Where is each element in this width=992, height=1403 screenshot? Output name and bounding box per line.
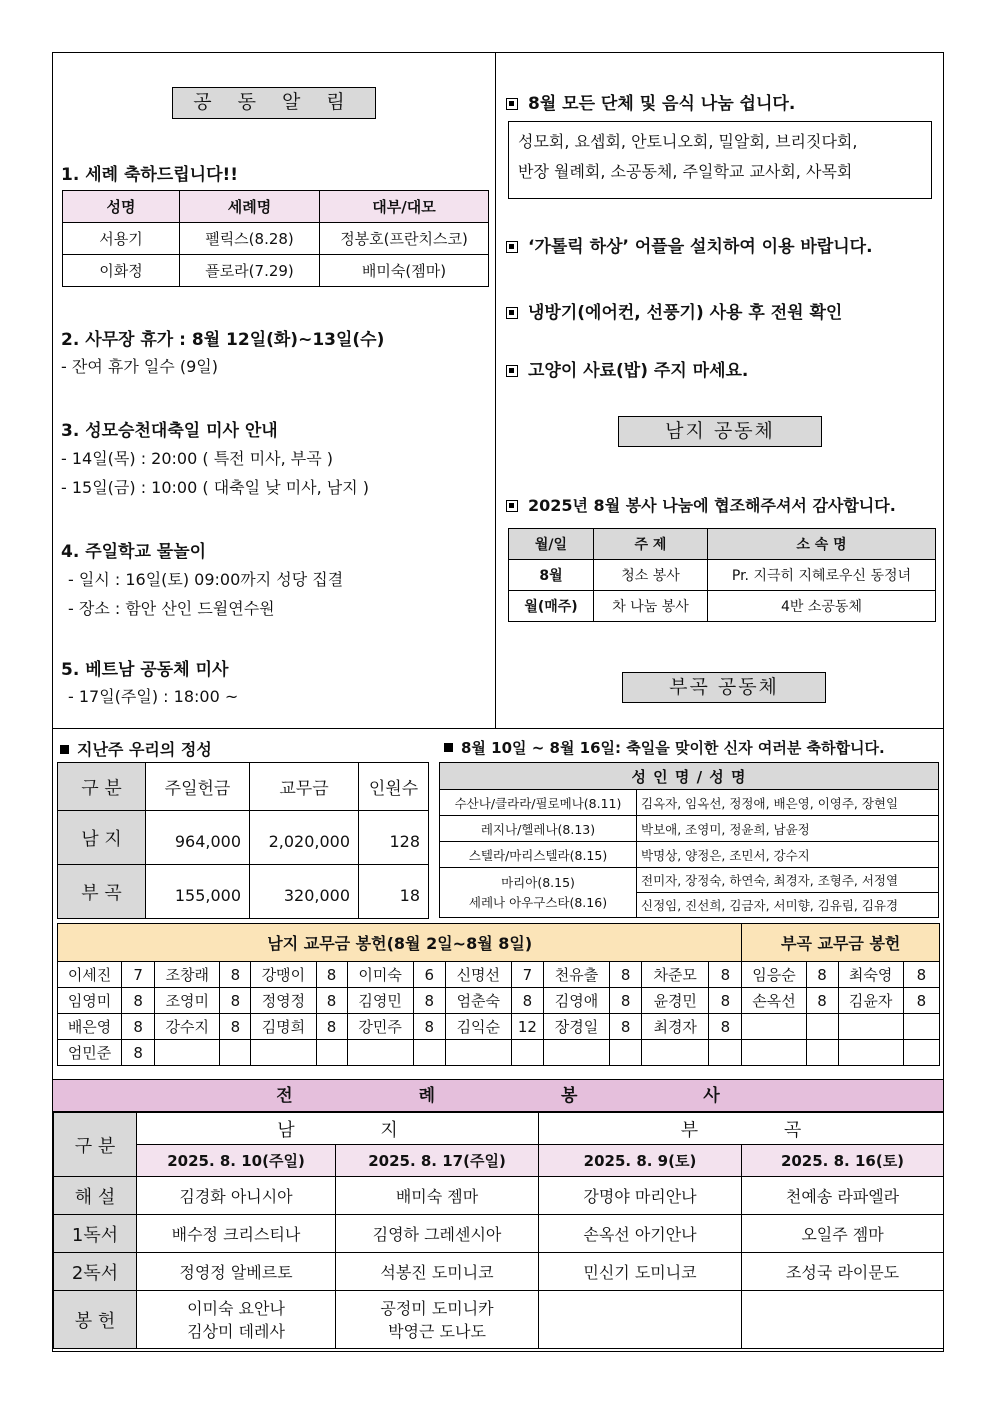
office-vacation-line: - 잔여 휴가 일수 (9일) (61, 357, 218, 376)
dues-name: 최숙영 (838, 962, 903, 988)
offer-name: 이미숙 요안나 (187, 1298, 285, 1318)
service-cell: 8월 (509, 560, 594, 591)
dues-amount: 8 (220, 1014, 251, 1040)
dues-amount (511, 1040, 543, 1066)
groups-box (508, 121, 932, 199)
offering-region: 남 지 (58, 811, 146, 865)
offering-heading (60, 737, 212, 760)
dues-amount: 8 (903, 988, 939, 1014)
water-play-heading: 4. 주일학교 물놀이 (61, 542, 207, 562)
baptism-header: 세례명 (180, 191, 320, 223)
feast-table (439, 762, 939, 918)
feast-names: 전미자, 장정숙, 하연숙, 최경자, 조형주, 서정열 (637, 868, 939, 893)
offering-cell: 155,000 (146, 865, 250, 919)
baptism-header: 성명 (63, 191, 180, 223)
offering-cell: 128 (359, 811, 429, 865)
square-bullet-icon (506, 365, 518, 377)
dues-amount (316, 1040, 347, 1066)
black-square-icon (60, 745, 69, 754)
black-square-icon (444, 743, 453, 752)
assumption-heading: 3. 성모승천대축일 미사 안내 (61, 421, 278, 441)
dues-name: 김익순 (445, 1014, 511, 1040)
dues-name: 차준모 (642, 962, 709, 988)
dues-name: 임영미 (58, 988, 122, 1014)
namji-community-title: 남지 공동체 (618, 416, 822, 447)
offering-header: 주일헌금 (146, 763, 250, 811)
liturgy-col-label: 구 분 (54, 1113, 137, 1177)
vietnam-mass-heading: 5. 베트남 공동체 미사 (61, 660, 229, 680)
liturgy-cell: 석봉진 도미니코 (336, 1253, 539, 1291)
dues-name: 임응순 (742, 962, 806, 988)
dues-name (742, 1014, 806, 1040)
dues-name (155, 1040, 220, 1066)
liturgy-namji: 남 지 (137, 1113, 539, 1145)
service-cell: 차 나눔 봉사 (594, 591, 708, 622)
liturgy-cell: 배수정 크리스티나 (137, 1215, 336, 1253)
dues-row (58, 1014, 940, 1040)
thanks-text: 2025년 8월 봉사 나눔에 협조해주셔서 감사합니다. (528, 496, 896, 515)
dues-amount: 7 (511, 962, 543, 988)
service-header: 월/일 (509, 529, 594, 560)
dues-table (57, 923, 940, 1066)
groups-line: 성모회, 요셉회, 안토니오회, 밀알회, 브리짓다회, (518, 132, 858, 151)
dues-name (445, 1040, 511, 1066)
dues-name: 최경자 (642, 1014, 709, 1040)
dues-amount: 8 (413, 1014, 445, 1040)
liturgy-offer-cell (742, 1291, 944, 1349)
liturgy-cell: 손옥선 아기안나 (539, 1215, 742, 1253)
baptism-cell: 펠릭스(8.28) (180, 223, 320, 255)
dues-amount (709, 1040, 742, 1066)
dues-name: 신명선 (445, 962, 511, 988)
feast-saint: 스텔라/마리스텔라(8.15) (440, 842, 637, 868)
liturgy-cell: 민신기 도미니코 (539, 1253, 742, 1291)
notice-cat (506, 356, 748, 381)
baptism-cell: 이화정 (63, 255, 180, 287)
dues-name: 손옥선 (742, 988, 806, 1014)
feast-names: 김옥자, 임옥선, 정정애, 배은영, 이영주, 장현일 (637, 790, 939, 816)
liturgy-title: 전 례 봉 사 (53, 1080, 943, 1112)
service-cell: 청소 봉사 (594, 560, 708, 591)
feast-heading (444, 737, 885, 758)
assumption-line: - 15일(금) : 10:00 ( 대축일 낮 미사, 남지 ) (61, 478, 370, 497)
offering-cell: 320,000 (250, 865, 359, 919)
dues-amount: 7 (122, 962, 155, 988)
dues-name: 김명희 (251, 1014, 316, 1040)
column-divider (495, 52, 496, 729)
liturgy-cell: 배미숙 젬마 (336, 1177, 539, 1215)
dues-name: 이세진 (58, 962, 122, 988)
liturgy-date: 2025. 8. 10(주일) (137, 1145, 336, 1177)
notice-text: ‘가톨릭 하상’ 어플을 설치하여 이용 바랍니다. (528, 237, 873, 257)
service-cell: Pr. 지극히 지혜로우신 동정녀 (708, 560, 936, 591)
dues-amount: 8 (511, 988, 543, 1014)
dues-name: 정영정 (251, 988, 316, 1014)
vietnam-mass-line: - 17일(주일) : 18:00 ~ (68, 687, 239, 706)
dues-namji-title: 남지 교무금 봉헌(8월 2일~8월 8일) (58, 924, 742, 962)
liturgy-offer-cell (137, 1291, 336, 1349)
dues-row (58, 988, 940, 1014)
liturgy-cell: 조성국 라이문도 (742, 1253, 944, 1291)
service-cell: 4반 소공동체 (708, 591, 936, 622)
baptism-cell: 서용기 (63, 223, 180, 255)
dues-amount: 8 (316, 962, 347, 988)
offering-cell: 964,000 (146, 811, 250, 865)
baptism-cell: 정봉호(프란치스코) (320, 223, 489, 255)
dues-bugok-title: 부곡 교무금 봉헌 (742, 924, 940, 962)
dues-amount: 12 (511, 1014, 543, 1040)
feast-names: 신정임, 진선희, 김금자, 서미향, 김유림, 김유경 (637, 893, 939, 918)
service-header: 주 제 (594, 529, 708, 560)
dues-name: 장경일 (543, 1014, 609, 1040)
dues-name: 엄민준 (58, 1040, 122, 1066)
dues-amount (610, 1040, 642, 1066)
dues-amount: 8 (220, 962, 251, 988)
baptism-heading: 1. 세례 축하드립니다!! (61, 165, 239, 185)
dues-name: 강수지 (155, 1014, 220, 1040)
dues-amount: 8 (122, 988, 155, 1014)
offer-name: 김상미 데레사 (187, 1321, 285, 1341)
notice-no-meals (506, 89, 795, 114)
liturgy-offer-cell (336, 1291, 539, 1349)
offer-name: 공정미 도미니카 (380, 1298, 494, 1318)
dues-name: 김영민 (347, 988, 413, 1014)
service-table (508, 528, 936, 622)
offering-header: 인원수 (359, 763, 429, 811)
square-bullet-icon (506, 98, 518, 110)
offer-name: 박영근 도나도 (388, 1321, 486, 1341)
dues-amount: 8 (610, 988, 642, 1014)
groups-line: 반장 월례회, 소공동체, 주일학교 교사회, 사목회 (518, 162, 853, 181)
liturgy-role: 봉 헌 (54, 1291, 137, 1349)
dues-name: 강맹이 (251, 962, 316, 988)
liturgy-role: 2독서 (54, 1253, 137, 1291)
dues-amount: 8 (122, 1040, 155, 1066)
thanks-line (506, 493, 896, 516)
dues-amount: 8 (709, 1014, 742, 1040)
baptism-cell: 배미숙(젬마) (320, 255, 489, 287)
feast-saint-line: 세레나 아우구스타(8.16) (468, 894, 608, 910)
liturgy-cell: 강명야 마리안나 (539, 1177, 742, 1215)
feast-saint-line: 마리아(8.15) (501, 874, 575, 890)
liturgy-date: 2025. 8. 16(토) (742, 1145, 944, 1177)
baptism-table (62, 190, 489, 287)
liturgy-role: 해 설 (54, 1177, 137, 1215)
square-bullet-icon (506, 500, 518, 512)
notice-text: 고양이 사료(밥) 주지 마세요. (528, 361, 749, 381)
dues-amount (903, 1014, 939, 1040)
offering-cell: 2,020,000 (250, 811, 359, 865)
dues-name (838, 1014, 903, 1040)
water-play-line: - 일시 : 16일(토) 09:00까지 성당 집결 (68, 570, 344, 589)
dues-amount (806, 1040, 838, 1066)
offering-title: 지난주 우리의 정성 (77, 740, 212, 759)
dues-amount: 8 (610, 1014, 642, 1040)
dues-name: 배은영 (58, 1014, 122, 1040)
dues-amount (413, 1040, 445, 1066)
liturgy-cell: 김경화 아니시아 (137, 1177, 336, 1215)
dues-amount: 8 (709, 988, 742, 1014)
service-header: 소 속 명 (708, 529, 936, 560)
dues-name: 조영미 (155, 988, 220, 1014)
offering-region: 부 곡 (58, 865, 146, 919)
dues-name (742, 1040, 806, 1066)
liturgy-cell: 천예송 라파엘라 (742, 1177, 944, 1215)
dues-amount: 6 (413, 962, 445, 988)
dues-amount: 8 (610, 962, 642, 988)
dues-name: 강민주 (347, 1014, 413, 1040)
dues-name (838, 1040, 903, 1066)
dues-name: 엄춘숙 (445, 988, 511, 1014)
dues-amount: 8 (220, 988, 251, 1014)
dues-name: 김영애 (543, 988, 609, 1014)
dues-row (58, 962, 940, 988)
dues-amount: 8 (316, 988, 347, 1014)
assumption-line: - 14일(목) : 20:00 ( 특전 미사, 부곡 ) (61, 449, 334, 468)
dues-amount (903, 1040, 939, 1066)
feast-header: 성 인 명 / 성 명 (440, 763, 939, 790)
liturgy-cell: 정영정 알베르토 (137, 1253, 336, 1291)
divider-1 (52, 728, 944, 729)
offering-header: 구 분 (58, 763, 146, 811)
dues-name (347, 1040, 413, 1066)
liturgy-bugok: 부 곡 (539, 1113, 944, 1145)
common-notice-title: 공 동 알 림 (172, 87, 376, 119)
dues-amount: 8 (709, 962, 742, 988)
dues-amount: 8 (316, 1014, 347, 1040)
notice-text: 냉방기(에어컨, 선풍기) 사용 후 전원 확인 (528, 303, 843, 323)
dues-name (642, 1040, 709, 1066)
liturgy-offer-cell (539, 1291, 742, 1349)
baptism-cell: 플로라(7.29) (180, 255, 320, 287)
notice-aircon (506, 298, 842, 323)
office-vacation-heading: 2. 사무장 휴가 : 8월 12일(화)~13일(수) (61, 330, 385, 350)
dues-amount (220, 1040, 251, 1066)
dues-name (543, 1040, 609, 1066)
liturgy-date: 2025. 8. 17(주일) (336, 1145, 539, 1177)
bugok-community-title: 부곡 공동체 (622, 672, 826, 703)
water-play-line: - 장소 : 함안 산인 드윌연수원 (68, 599, 275, 618)
offering-header: 교무금 (250, 763, 359, 811)
dues-amount: 8 (806, 988, 838, 1014)
liturgy-cell: 김영하 그레센시아 (336, 1215, 539, 1253)
dues-amount: 8 (122, 1014, 155, 1040)
baptism-header: 대부/대모 (320, 191, 489, 223)
feast-saint (440, 868, 637, 918)
service-cell: 월(매주) (509, 591, 594, 622)
liturgy-cell: 오일주 젬마 (742, 1215, 944, 1253)
dues-row (58, 1040, 940, 1066)
dues-name: 천유출 (543, 962, 609, 988)
dues-amount: 8 (806, 962, 838, 988)
dues-name: 이미숙 (347, 962, 413, 988)
dues-name: 조창래 (155, 962, 220, 988)
dues-name (251, 1040, 316, 1066)
square-bullet-icon (506, 241, 518, 253)
liturgy-table (53, 1112, 944, 1349)
feast-title: 8월 10일 ~ 8월 16일: 축일을 맞이한 신자 여러분 축하합니다. (461, 739, 885, 757)
notice-text: 8월 모든 단체 및 음식 나눔 쉽니다. (528, 94, 796, 114)
dues-amount: 8 (413, 988, 445, 1014)
liturgy-date: 2025. 8. 9(토) (539, 1145, 742, 1177)
dues-name: 윤경민 (642, 988, 709, 1014)
liturgy-role: 1독서 (54, 1215, 137, 1253)
feast-names: 박명상, 양정은, 조민서, 강수지 (637, 842, 939, 868)
dues-amount: 8 (903, 962, 939, 988)
feast-names: 박보애, 조영미, 정윤희, 남윤정 (637, 816, 939, 842)
offering-cell: 18 (359, 865, 429, 919)
offering-table (57, 762, 429, 919)
feast-saint: 수산나/클라라/필로메나(8.11) (440, 790, 637, 816)
notice-app (506, 232, 873, 257)
dues-amount (806, 1014, 838, 1040)
square-bullet-icon (506, 307, 518, 319)
feast-saint: 레지나/헬레나(8.13) (440, 816, 637, 842)
dues-name: 김윤자 (838, 988, 903, 1014)
